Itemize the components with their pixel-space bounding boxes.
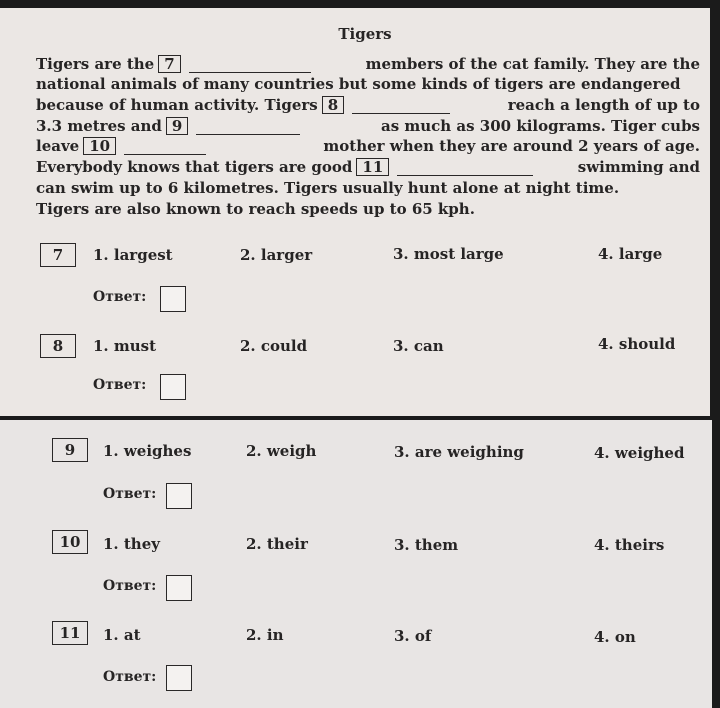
- page-title: Tigers: [338, 25, 392, 43]
- passage-line: [36, 93, 700, 114]
- option-4[interactable]: 4. should: [598, 335, 676, 353]
- passage-text: can swim up to 6 kilometres. Tigers usually hunt alone at night time.: [36, 178, 620, 197]
- passage: [36, 52, 700, 218]
- option-1[interactable]: 1. largest: [93, 246, 173, 264]
- gap-number: 11: [356, 158, 389, 176]
- worksheet-bottom: [0, 420, 712, 708]
- question-number: 7: [40, 243, 76, 267]
- option-4[interactable]: 4. theirs: [594, 536, 665, 554]
- option-3[interactable]: 3. can: [393, 337, 444, 355]
- passage-text: reach a length of up to: [507, 96, 700, 115]
- option-1[interactable]: 1. weighes: [103, 442, 192, 460]
- answer-label: Ответ:: [93, 289, 147, 305]
- option-1[interactable]: 1. they: [103, 535, 160, 553]
- option-2[interactable]: 2. their: [246, 535, 308, 553]
- passage-line: [36, 114, 700, 135]
- passage-text: members of the cat family. They are the: [365, 54, 700, 73]
- question-number: 9: [52, 438, 88, 462]
- option-2[interactable]: 2. weigh: [246, 442, 317, 460]
- gap-number: 8: [322, 96, 344, 114]
- option-2[interactable]: 2. in: [246, 626, 284, 644]
- passage-text: Tigers are the: [36, 54, 155, 73]
- passage-line: [36, 155, 700, 176]
- passage-line: [36, 52, 700, 73]
- answer-label: Ответ:: [103, 669, 157, 685]
- passage-line: [36, 197, 700, 218]
- gap-number: 10: [83, 137, 116, 155]
- answer-box[interactable]: [166, 575, 192, 601]
- passage-text: leave: [36, 137, 80, 156]
- answer-label: Ответ:: [103, 486, 157, 502]
- passage-text: Everybody knows that tigers are good: [36, 158, 353, 177]
- gap-blank[interactable]: [397, 161, 533, 176]
- gap-blank[interactable]: [196, 120, 300, 135]
- question-number: 10: [52, 530, 88, 554]
- answer-box[interactable]: [160, 374, 186, 400]
- option-2[interactable]: 2. larger: [240, 246, 313, 264]
- gap-blank[interactable]: [352, 99, 450, 114]
- gap-blank[interactable]: [189, 58, 311, 73]
- passage-text: Tigers are also known to reach speeds up to 65 kph.: [36, 199, 475, 218]
- gap-number: 7: [158, 55, 180, 73]
- option-4[interactable]: 4. large: [598, 245, 663, 263]
- option-3[interactable]: 3. them: [394, 536, 459, 554]
- option-4[interactable]: 4. weighed: [594, 444, 685, 462]
- option-3[interactable]: 3. are weighing: [394, 443, 524, 461]
- passage-line: [36, 135, 700, 156]
- gap-number: 9: [166, 117, 188, 135]
- passage-line: [36, 73, 700, 94]
- passage-text: national animals of many countries but some kinds of tigers are endangered: [36, 75, 681, 94]
- question-number: 11: [52, 621, 88, 645]
- answer-box[interactable]: [160, 286, 186, 312]
- answer-box[interactable]: [166, 483, 192, 509]
- passage-text: because of human activity. Tigers: [36, 96, 318, 115]
- option-1[interactable]: 1. must: [93, 337, 157, 355]
- option-4[interactable]: 4. on: [594, 628, 636, 646]
- gap-blank[interactable]: [124, 140, 206, 155]
- passage-text: as much as 300 kilograms. Tiger cubs: [381, 116, 700, 135]
- passage-text: mother when they are around 2 years of age.: [323, 137, 700, 156]
- answer-label: Ответ:: [103, 578, 157, 594]
- option-1[interactable]: 1. at: [103, 626, 141, 644]
- passage-line: [36, 176, 700, 197]
- question-number: 8: [40, 334, 76, 358]
- option-2[interactable]: 2. could: [240, 337, 308, 355]
- passage-text: swimming and: [577, 158, 700, 177]
- answer-label: Ответ:: [93, 377, 147, 393]
- option-3[interactable]: 3. most large: [393, 245, 504, 263]
- answer-box[interactable]: [166, 665, 192, 691]
- passage-text: 3.3 metres and: [36, 116, 162, 135]
- option-3[interactable]: 3. of: [394, 627, 432, 645]
